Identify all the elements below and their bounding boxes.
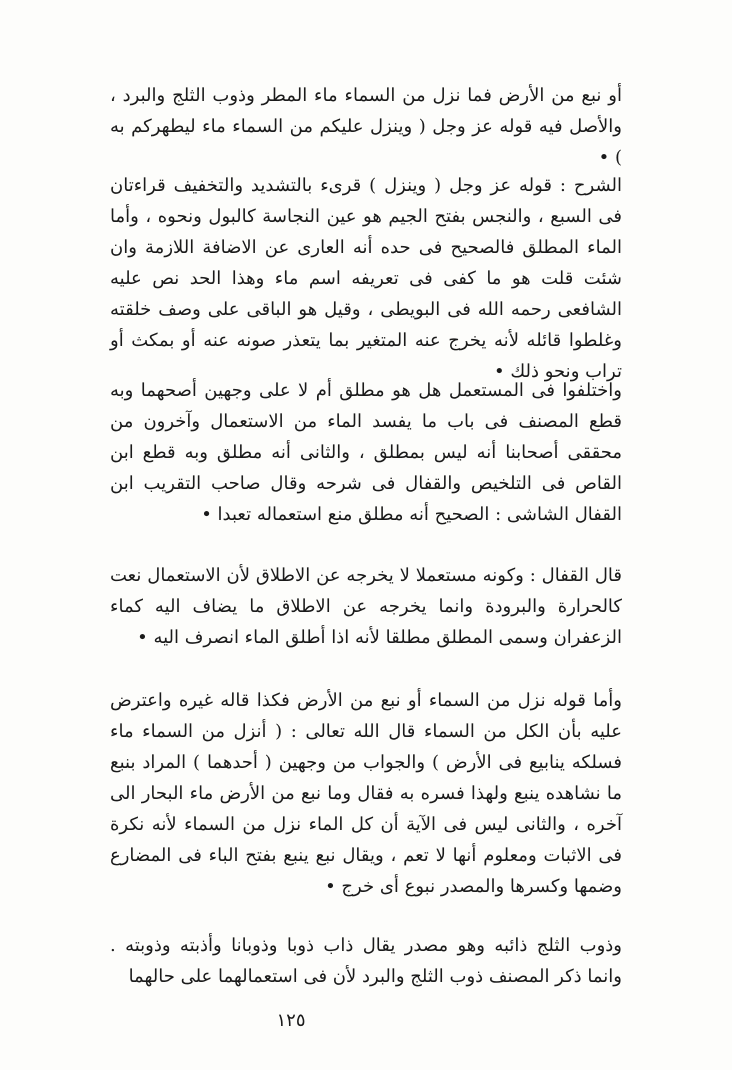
paragraph-text: قال القفال : وكونه مستعملا لا يخرجه عن الاطلاق لأن الاستعمال نعت كالحرارة والبرودة وانما يخرجه عن الاطلاق ما يضاف اليه كماء الزعفران وسمى المطلق مطلقا لأنه اذا أطلق الماء انصرف اليه • bbox=[110, 565, 622, 648]
paragraph-text: وذوب الثلج ذائبه وهو مصدر يقال ذاب ذوبا وذوبانا وأذبته وذوبته . وانما ذكر المصنف ذوب الثلج والبرد لأن فى استعمالهما على حالهما bbox=[110, 935, 622, 987]
page-number: ١٢٥ bbox=[276, 1010, 306, 1031]
paragraph-6-block bbox=[110, 930, 622, 992]
paragraph-1-block bbox=[110, 80, 622, 173]
paragraph-text: واختلفوا فى المستعمل هل هو مطلق أم لا على وجهين أصحهما وبه قطع المصنف فى باب ما يفسد الماء من الاستعمال وآخرون من محققى أصحابنا أنه ليس بمطلق ، والثانى أنه مطلق وبه قطع ابن القاص فى التلخيص والقفال فى شرحه وقال صاحب التقريب ابن القفال الشاشى : الصحيح أنه مطلق منع استعماله تعبدا • bbox=[110, 380, 622, 525]
paragraph-text: وأما قوله نزل من السماء أو نبع من الأرض فكذا قاله غيره واعترض عليه بأن الكل من السماء قال الله تعالى : ( أنزل من السماء ماء فسلكه ينابيع فى الأرض ) والجواب من وجهين ( أحدهما ) المراد بنبع ما نشاهده ينبع ولهذا فسره به فقال وما نبع من الأرض ماء البحار الى آخره ، والثانى ليس فى الآية أن كل الماء نزل من السماء لأنه نكرة فى الاثبات ومعلوم أنها لا تعم ، ويقال نبع ينبع بفتح الباء فى المضارع وضمها وكسرها والمصدر نبوع أى خرج • bbox=[110, 690, 622, 897]
paragraph-2-block bbox=[110, 170, 622, 387]
paragraph-5-block bbox=[110, 685, 622, 902]
paragraph-text: الشرح : قوله عز وجل ( وينزل ) قرىء بالتشديد والتخفيف قراءتان فى السبع ، والنجس بفتح الجيم هو عين النجاسة كالبول ونحوه ، وأما الماء المطلق فالصحيح فى حده أنه العارى عن الاضافة اللازمة وان شئت قلت هو ما كفى فى تعريفه اسم ماء وهذا الحد نص عليه الشافعى رحمه الله فى البويطى ، وقيل هو الباقى على وصف خلقته وغلطوا قائله لأنه يخرج عنه المتغير بما يتعذر صونه عنه أو بمكث أو تراب ونحو ذلك • bbox=[110, 175, 622, 382]
paragraph-4-block bbox=[110, 560, 622, 653]
paragraph-text: أو نبع من الأرض فما نزل من السماء ماء المطر وذوب الثلج والبرد ، والأصل فيه قوله عز وجل ( وينزل عليكم من السماء ماء ليطهركم به ) • bbox=[110, 85, 622, 168]
paragraph-3-block bbox=[110, 375, 622, 530]
